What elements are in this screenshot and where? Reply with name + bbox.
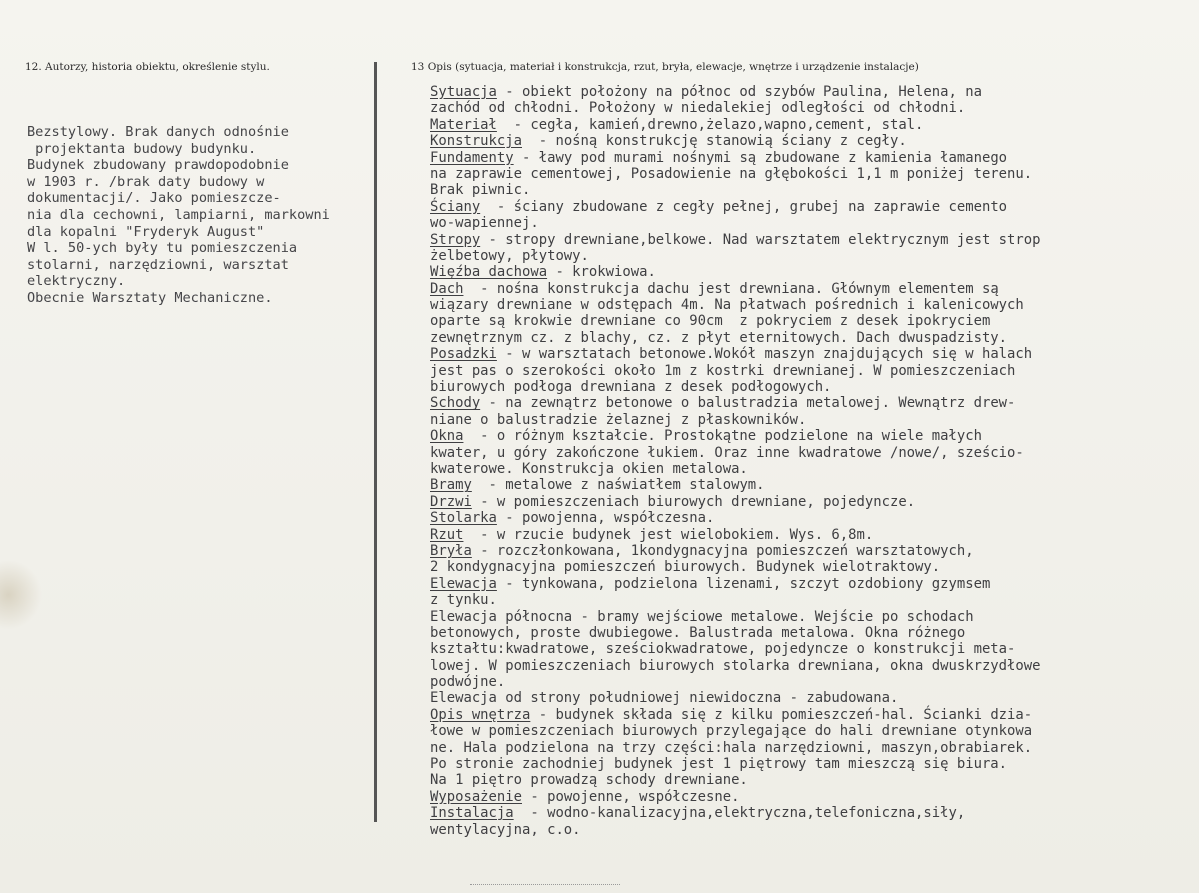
section-keyword: Więźba dachowa <box>430 264 548 281</box>
description-text-span: - na zewnątrz betonowe o balustradzia metalowej. Wewnątrz drew- <box>480 395 1016 412</box>
description-text-span: - w pomieszczeniach biurowych drewniane, pojedyncze. <box>471 493 916 510</box>
description-line <box>430 723 1190 739</box>
description-text-span: - w warsztatach betonowe.Wokół maszyn znajdujących się w halach <box>496 346 1033 363</box>
description-line <box>430 609 1190 625</box>
description-line <box>430 477 1190 493</box>
description-text-span: ne. Hala podzielona na trzy części:hala narzędziowni, maszyn,obrabiarek. <box>430 739 1033 756</box>
description-line <box>430 412 1190 428</box>
description-line <box>430 805 1190 821</box>
description-text-span: - metalowe z naświatłem stalowym. <box>471 477 765 494</box>
section-12-header: 12. Autorzy, historia obiektu, określenie stylu. <box>25 61 270 73</box>
section-keyword: Instalacja <box>430 805 514 822</box>
description-line <box>430 346 1190 362</box>
description-text-span: Brak piwnic. <box>430 182 531 199</box>
footer-mark <box>470 884 620 888</box>
section-keyword: Drzwi <box>430 493 472 510</box>
section-keyword: Schody <box>430 395 481 412</box>
section-keyword: Dach <box>430 280 464 297</box>
description-line <box>430 363 1190 379</box>
description-text-span: - powojenne, współczesne. <box>522 788 740 805</box>
description-line <box>430 445 1190 461</box>
description-text-span: łowe w pomieszczeniach biurowych przylegające do hali drewniane otynkowa <box>430 723 1033 740</box>
section-keyword: Rzut <box>430 526 464 543</box>
section-keyword: Stropy <box>430 231 481 248</box>
description-text-span: jest pas o szerokości około 1m z kostrki drewnianej. W pomieszczeniach <box>430 362 1016 379</box>
description-text-span: - stropy drewniane,belkowe. Nad warsztatem elektrycznym jest strop <box>480 231 1041 248</box>
description-text-span: - rozczłonkowana, 1kondygnacyjna pomieszczeń warsztatowych, <box>471 542 974 559</box>
description-text-span: z tynku. <box>430 592 497 609</box>
description-text-span: kształtu:kwadratowe, sześciokwadratowe, pojedyncze o konstrukcji meta- <box>430 641 1016 658</box>
description-line <box>430 84 1190 100</box>
description-text-span: wo-wapiennej. <box>430 215 539 232</box>
section-keyword: Bramy <box>430 477 472 494</box>
description-text-span: - ściany zbudowane z cegły pełnej, grubej na zaprawie cemento <box>480 198 1008 215</box>
description-text-span: - obiekt położony na północ od szybów Paulina, Helena, na <box>496 84 982 100</box>
description-line <box>430 756 1190 772</box>
description-text-span: 2 kondygnacyjna pomieszczeń biurowych. Budynek wielotraktowy. <box>430 559 941 576</box>
description-text-span: - krokwiowa. <box>547 264 656 281</box>
description-text-span: lowej. W pomieszczeniach biurowych stolarka drewniana, okna dwuskrzydłowe <box>430 657 1041 674</box>
description-line <box>430 822 1190 838</box>
description-text-span: zewnętrznym cz. z blachy, cz. z płyt eternitowych. Dach dwuspadzisty. <box>430 329 1008 346</box>
description-line <box>430 494 1190 510</box>
description-text-span: - wodno-kanalizacyjna,elektryczna,telefoniczna,siły, <box>513 805 966 822</box>
description-text-span: - w rzucie budynek jest wielobokiem. Wys. 6,8m. <box>463 526 874 543</box>
section-keyword: Fundamenty <box>430 149 514 166</box>
description-text-span: wiązary drewniane w odstępach 4m. Na płatwach pośrednich i kalenicowych <box>430 297 1024 314</box>
description-line <box>430 690 1190 706</box>
section-keyword: Okna <box>430 428 464 445</box>
description-text-span: Po stronie zachodniej budynek jest 1 piętrowy tam mieszczą się biura. <box>430 756 1008 773</box>
description-line <box>430 461 1190 477</box>
description-line <box>430 772 1190 788</box>
description-line <box>430 166 1190 182</box>
description-text-span: - ławy pod murami nośnymi są zbudowane z kamienia łamanego <box>513 149 1008 166</box>
description-text-span: Na 1 piętro prowadzą schody drewniane. <box>430 772 748 789</box>
description-line <box>430 117 1190 133</box>
description-text-span: - tynkowana, podzielona lizenami, szczyt ozdobiony gzymsem <box>496 575 991 592</box>
description-line <box>430 510 1190 526</box>
description-line <box>430 379 1190 395</box>
description-text <box>430 84 1190 838</box>
paper-stain <box>0 560 42 630</box>
description-text-span: - cegła, kamień,drewno,żelazo,wapno,cement, stal. <box>496 116 924 133</box>
description-line <box>430 641 1190 657</box>
description-text-span: wentylacyjna, c.o. <box>430 821 581 838</box>
description-line <box>430 330 1190 346</box>
description-text-span: - budynek składa się z kilku pomieszczeń-hal. Ścianki dzia- <box>530 706 1033 723</box>
description-line <box>430 133 1190 149</box>
description-text-span: betonowych, proste dwubiegowe. Balustrada metalowa. Okna różnego <box>430 624 966 641</box>
description-line <box>430 232 1190 248</box>
description-line <box>430 428 1190 444</box>
description-line <box>430 674 1190 690</box>
description-line <box>430 215 1190 231</box>
section-keyword: Wyposażenie <box>430 788 522 805</box>
description-text-span: - powojenna, współczesna. <box>496 510 715 527</box>
description-line <box>430 592 1190 608</box>
description-text-span: niane o balustradzie żelaznej z płaskowników. <box>430 411 807 428</box>
description-line <box>430 281 1190 297</box>
description-text-span: - nośną konstrukcję stanowią ściany z cegły. <box>522 133 907 150</box>
description-text-span: kwater, u góry zakończone łukiem. Oraz inne kwadratowe /nowe/, sześcio- <box>430 444 1024 461</box>
description-text-span: - nośna konstrukcja dachu jest drewniana. Głównym elementem są <box>463 280 999 297</box>
description-text-span: biurowych podłoga drewniana z desek podłogowych. <box>430 379 832 396</box>
section-keyword: Elewacja <box>430 575 497 592</box>
description-line <box>430 264 1190 280</box>
description-line <box>430 297 1190 313</box>
column-divider <box>374 62 377 822</box>
description-text-span: żelbetowy, płytowy. <box>430 247 589 264</box>
description-text-span: Elewacja północna - bramy wejściowe metalowe. Wejście po schodach <box>430 608 974 625</box>
description-text-span: Elewacja od strony południowej niewidoczna - zabudowana. <box>430 690 899 707</box>
section-keyword: Stolarka <box>430 510 497 527</box>
section-keyword: Bryła <box>430 542 472 559</box>
section-keyword: Posadzki <box>430 346 497 363</box>
description-line <box>430 740 1190 756</box>
description-line <box>430 559 1190 575</box>
section-keyword: Sytuacja <box>430 84 497 100</box>
description-line <box>430 100 1190 116</box>
description-line <box>430 576 1190 592</box>
description-text-span: - o różnym kształcie. Prostokątne podzielone na wiele małych <box>463 428 982 445</box>
description-line <box>430 182 1190 198</box>
description-line <box>430 789 1190 805</box>
section-keyword: Ściany <box>430 198 481 215</box>
section-keyword: Materiał <box>430 116 497 133</box>
description-text-span: zachód od chłodni. Położony w niedalekiej odległości od chłodni. <box>430 100 966 117</box>
description-line <box>430 625 1190 641</box>
description-line <box>430 150 1190 166</box>
description-line <box>430 313 1190 329</box>
description-line <box>430 199 1190 215</box>
description-line <box>430 658 1190 674</box>
description-line <box>430 707 1190 723</box>
description-text-span: podwójne. <box>430 674 506 691</box>
section-keyword: Opis wnętrza <box>430 706 531 723</box>
description-text-span: oparte są krokwie drewniane co 90cm z pokryciem z desek ipokryciem <box>430 313 991 330</box>
description-line <box>430 248 1190 264</box>
section-keyword: Konstrukcja <box>430 133 522 150</box>
section-13-header: 13 Opis (sytuacja, materiał i konstrukcja, rzut, bryła, elewacje, wnętrze i urządzenie instalacje) <box>411 61 919 73</box>
description-line <box>430 543 1190 559</box>
description-line <box>430 527 1190 543</box>
description-text-span: kwaterowe. Konstrukcja okien metalowa. <box>430 460 748 477</box>
description-line <box>430 395 1190 411</box>
description-text-span: na zaprawie cementowej, Posadowienie na głębokości 1,1 m poniżej terenu. <box>430 165 1033 182</box>
authors-history-text: Bezstylowy. Brak danych odnośnie projektanta budowy budynku. Budynek zbudowany prawdopodobnie w 1903 r. /brak daty budowy w dokumentacji/. Jako pomieszcze- nia dla cechowni, lampiarni, markowni dla kopalni "Fryderyk August" W l. 50-ych były tu pomieszczenia stolarni, narzędziowni, warsztat elektryczny. Obecnie Warsztaty Mechaniczne. <box>27 124 330 306</box>
